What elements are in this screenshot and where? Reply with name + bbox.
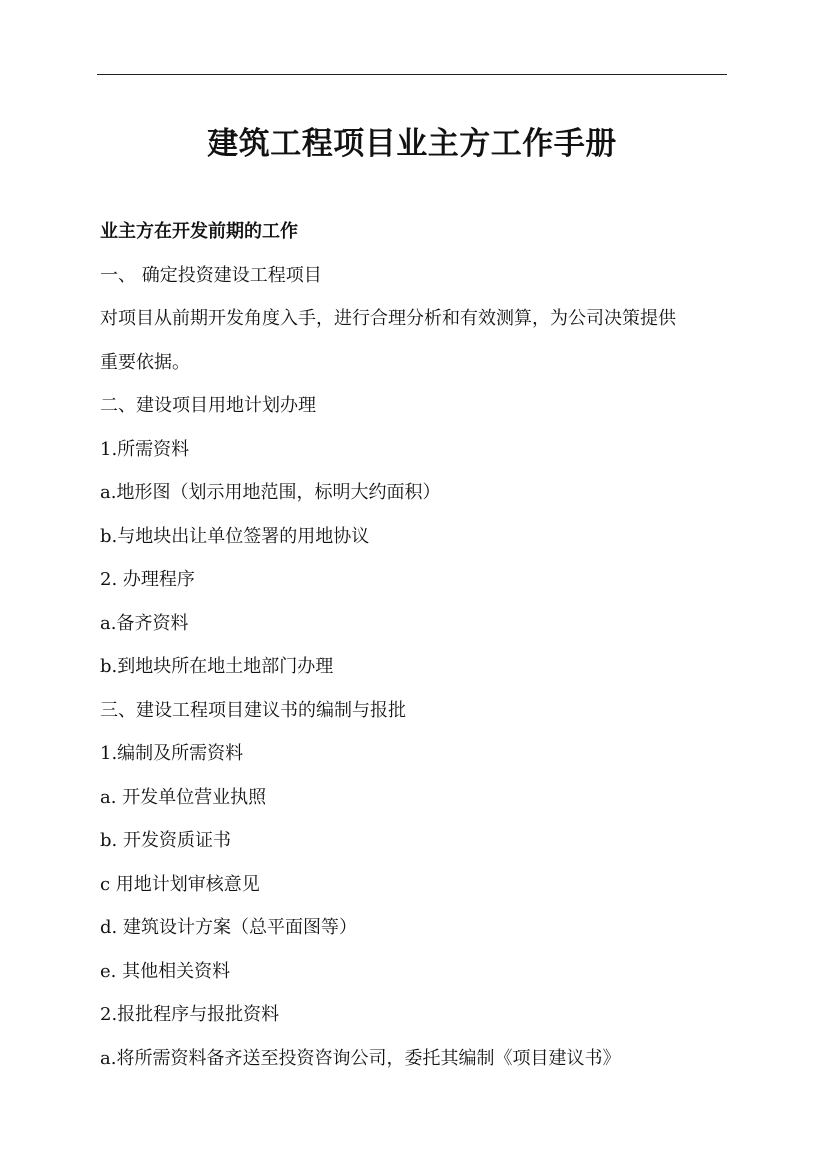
text-line: 二、建设项目用地计划办理 [100,395,316,416]
text-line: a.将所需资料备齐送至投资咨询公司，委托其编制《项目建议书》 [100,1047,621,1069]
text-line: a. 开发单位营业执照 [100,786,267,808]
text-line: a.备齐资料 [100,612,189,634]
text-line: 1.所需资料 [100,438,190,460]
text-line: 重要依据。 [100,351,190,373]
text-line: b.与地块出让单位签署的用地协议 [100,525,370,547]
text-line: d. 建筑设计方案（总平面图等） [100,917,357,938]
text-line: 对项目从前期开发角度入手，进行合理分析和有效测算，为公司决策提供 [100,308,676,329]
section-heading: 业主方在开发前期的工作 [100,221,298,242]
document-title: 建筑工程项目业主方工作手册 [207,126,617,162]
text-line: 1.编制及所需资料 [100,743,244,764]
text-line: c 用地计划审核意见 [100,873,260,895]
text-line: 一、 确定投资建设工程项目 [100,264,322,286]
text-line: 2. 办理程序 [100,569,195,590]
text-line: b.到地块所在地土地部门办理 [100,656,334,677]
text-line: e. 其他相关资料 [100,960,231,982]
header-rule [97,74,727,75]
text-line: a.地形图（划示用地范围，标明大约面积） [100,482,441,503]
document-body [100,210,730,1080]
text-line: 三、建设工程项目建议书的编制与报批 [100,699,406,721]
text-line: b. 开发资质证书 [100,830,231,851]
text-line: 2.报批程序与报批资料 [100,1004,280,1025]
